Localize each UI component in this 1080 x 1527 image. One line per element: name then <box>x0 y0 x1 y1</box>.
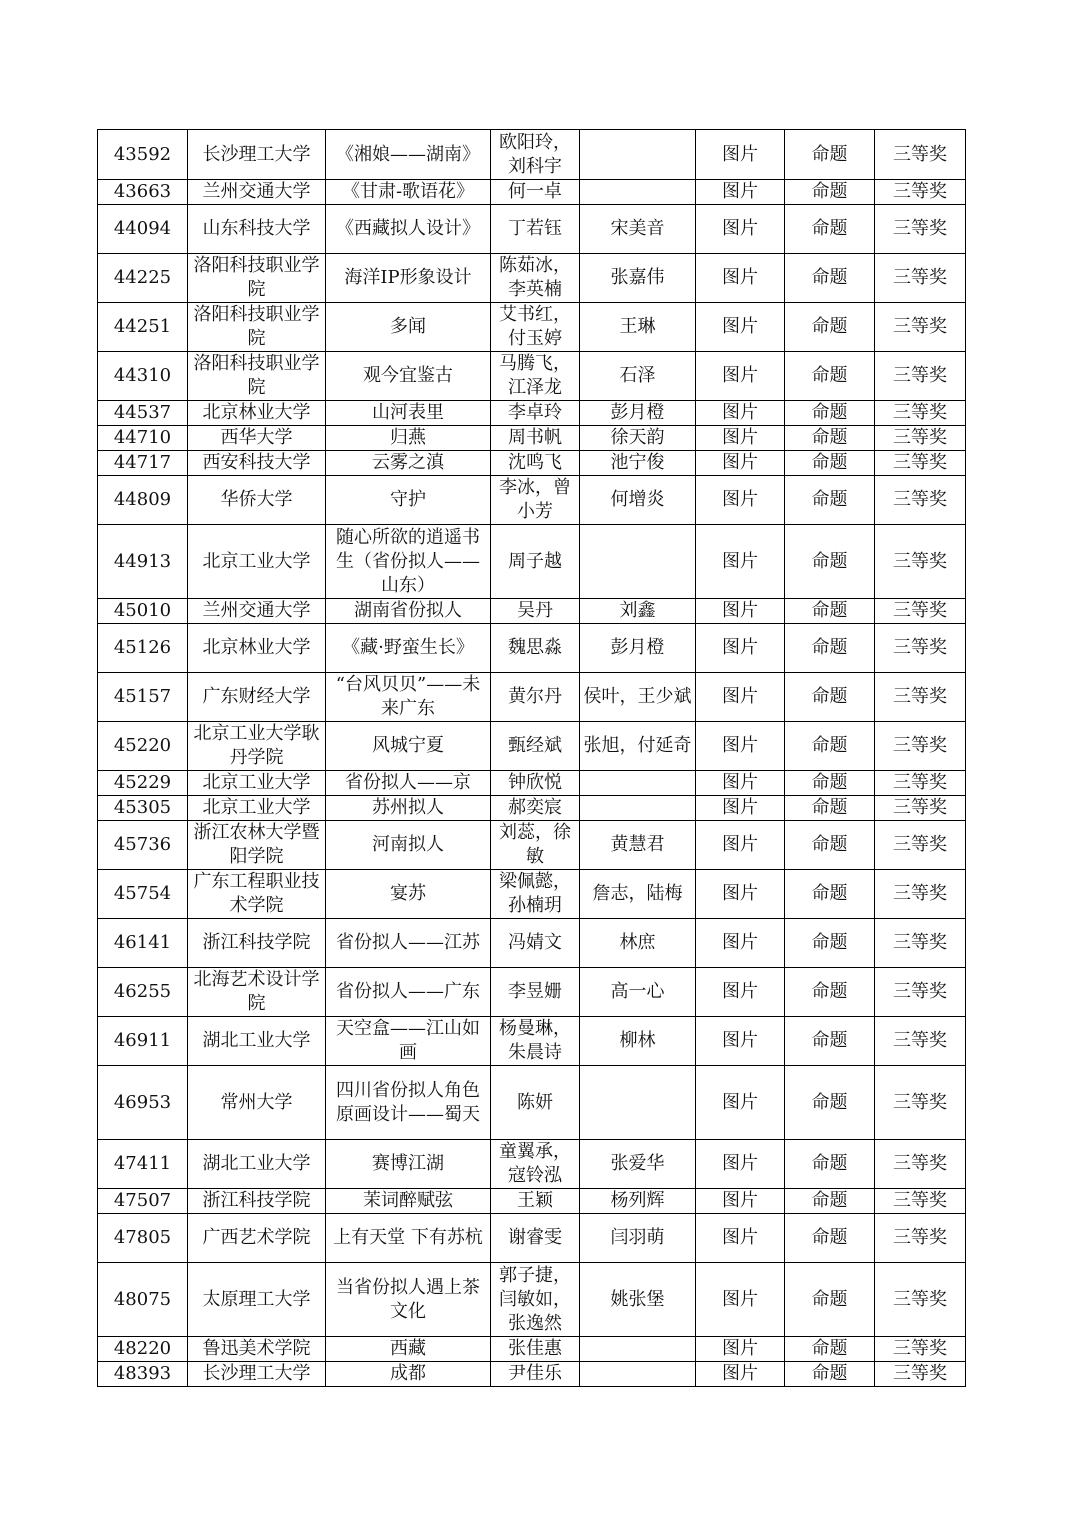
cell-type: 图片 <box>696 303 785 352</box>
cell-school: 湖北工业大学 <box>188 1140 326 1189</box>
table-row <box>98 451 966 476</box>
cell-type: 图片 <box>696 426 785 451</box>
cell-category: 命题 <box>785 821 875 870</box>
cell-title: 茉词醉赋弦 <box>326 1189 491 1214</box>
cell-title: 《西藏拟人设计》 <box>326 205 491 254</box>
table-row <box>98 968 966 1017</box>
table-row <box>98 673 966 722</box>
cell-award: 三等奖 <box>875 352 966 401</box>
cell-type: 图片 <box>696 1017 785 1066</box>
cell-authors: 郭子捷，闫敏如，张逸然 <box>491 1263 580 1337</box>
cell-category: 命题 <box>785 599 875 624</box>
table-row <box>98 1066 966 1140</box>
cell-award: 三等奖 <box>875 968 966 1017</box>
awards-table <box>97 129 966 1387</box>
cell-authors: 黄尔丹 <box>491 673 580 722</box>
cell-type: 图片 <box>696 1140 785 1189</box>
cell-school: 浙江科技学院 <box>188 1189 326 1214</box>
table-row <box>98 796 966 821</box>
cell-award: 三等奖 <box>875 1362 966 1387</box>
cell-type: 图片 <box>696 796 785 821</box>
cell-id: 44094 <box>98 205 188 254</box>
table-row <box>98 525 966 599</box>
table-row <box>98 401 966 426</box>
cell-authors: 刘蕊，徐敏 <box>491 821 580 870</box>
table-row <box>98 1337 966 1362</box>
cell-advisor <box>580 796 696 821</box>
cell-advisor: 张嘉伟 <box>580 254 696 303</box>
cell-authors: 郝奕宸 <box>491 796 580 821</box>
cell-title: 风城宁夏 <box>326 722 491 771</box>
cell-school: 鲁迅美术学院 <box>188 1337 326 1362</box>
cell-authors: 丁若钰 <box>491 205 580 254</box>
cell-title: 《甘肃-歌语花》 <box>326 180 491 205</box>
cell-school: 浙江农林大学暨阳学院 <box>188 821 326 870</box>
cell-category: 命题 <box>785 525 875 599</box>
cell-school: 湖北工业大学 <box>188 1017 326 1066</box>
cell-school: 常州大学 <box>188 1066 326 1140</box>
cell-advisor: 王琳 <box>580 303 696 352</box>
cell-type: 图片 <box>696 1362 785 1387</box>
cell-id: 48393 <box>98 1362 188 1387</box>
cell-title: 省份拟人——广东 <box>326 968 491 1017</box>
cell-title: 山河表里 <box>326 401 491 426</box>
cell-school: 洛阳科技职业学院 <box>188 254 326 303</box>
cell-school: 北海艺术设计学院 <box>188 968 326 1017</box>
cell-school: 长沙理工大学 <box>188 130 326 180</box>
cell-award: 三等奖 <box>875 870 966 919</box>
cell-id: 44225 <box>98 254 188 303</box>
cell-school: 浙江科技学院 <box>188 919 326 968</box>
cell-id: 48075 <box>98 1263 188 1337</box>
cell-category: 命题 <box>785 303 875 352</box>
cell-authors: 李昱姗 <box>491 968 580 1017</box>
cell-school: 广东财经大学 <box>188 673 326 722</box>
cell-title: 归燕 <box>326 426 491 451</box>
cell-id: 45754 <box>98 870 188 919</box>
cell-advisor: 池宁俊 <box>580 451 696 476</box>
cell-authors: 陈妍 <box>491 1066 580 1140</box>
cell-category: 命题 <box>785 476 875 525</box>
cell-category: 命题 <box>785 1140 875 1189</box>
cell-title: 上有天堂 下有苏杭 <box>326 1214 491 1263</box>
cell-school: 兰州交通大学 <box>188 180 326 205</box>
cell-type: 图片 <box>696 525 785 599</box>
cell-advisor: 柳林 <box>580 1017 696 1066</box>
table-row <box>98 303 966 352</box>
cell-school: 西安科技大学 <box>188 451 326 476</box>
cell-id: 47805 <box>98 1214 188 1263</box>
cell-award: 三等奖 <box>875 821 966 870</box>
cell-category: 命题 <box>785 870 875 919</box>
cell-type: 图片 <box>696 401 785 426</box>
cell-type: 图片 <box>696 1337 785 1362</box>
cell-id: 44913 <box>98 525 188 599</box>
cell-school: 西华大学 <box>188 426 326 451</box>
cell-type: 图片 <box>696 1066 785 1140</box>
cell-award: 三等奖 <box>875 180 966 205</box>
cell-award: 三等奖 <box>875 254 966 303</box>
cell-award: 三等奖 <box>875 303 966 352</box>
table-row <box>98 1263 966 1337</box>
cell-advisor: 侯叶，王少斌 <box>580 673 696 722</box>
cell-authors: 魏思淼 <box>491 624 580 673</box>
cell-category: 命题 <box>785 205 875 254</box>
cell-award: 三等奖 <box>875 1140 966 1189</box>
cell-school: 北京林业大学 <box>188 401 326 426</box>
cell-advisor: 石泽 <box>580 352 696 401</box>
cell-category: 命题 <box>785 1189 875 1214</box>
cell-type: 图片 <box>696 821 785 870</box>
cell-category: 命题 <box>785 796 875 821</box>
cell-category: 命题 <box>785 254 875 303</box>
cell-award: 三等奖 <box>875 722 966 771</box>
cell-advisor <box>580 771 696 796</box>
cell-id: 45220 <box>98 722 188 771</box>
cell-title: 省份拟人——江苏 <box>326 919 491 968</box>
cell-type: 图片 <box>696 1189 785 1214</box>
table-row <box>98 722 966 771</box>
cell-award: 三等奖 <box>875 401 966 426</box>
cell-advisor: 姚张堡 <box>580 1263 696 1337</box>
cell-authors: 周子越 <box>491 525 580 599</box>
cell-id: 45736 <box>98 821 188 870</box>
cell-award: 三等奖 <box>875 1337 966 1362</box>
cell-school: 兰州交通大学 <box>188 599 326 624</box>
cell-advisor: 徐天韵 <box>580 426 696 451</box>
cell-type: 图片 <box>696 451 785 476</box>
cell-authors: 王颖 <box>491 1189 580 1214</box>
cell-type: 图片 <box>696 919 785 968</box>
cell-authors: 童翼承，寇铃泓 <box>491 1140 580 1189</box>
cell-title: 四川省份拟人角色原画设计——蜀天 <box>326 1066 491 1140</box>
cell-award: 三等奖 <box>875 451 966 476</box>
cell-type: 图片 <box>696 205 785 254</box>
cell-category: 命题 <box>785 771 875 796</box>
cell-id: 46953 <box>98 1066 188 1140</box>
cell-id: 45305 <box>98 796 188 821</box>
cell-award: 三等奖 <box>875 1263 966 1337</box>
cell-id: 46141 <box>98 919 188 968</box>
table-row <box>98 771 966 796</box>
cell-school: 北京工业大学 <box>188 525 326 599</box>
cell-advisor: 何增炎 <box>580 476 696 525</box>
cell-advisor: 高一心 <box>580 968 696 1017</box>
cell-advisor <box>580 525 696 599</box>
cell-authors: 马腾飞，江泽龙 <box>491 352 580 401</box>
cell-category: 命题 <box>785 968 875 1017</box>
cell-id: 44710 <box>98 426 188 451</box>
cell-authors: 冯婧文 <box>491 919 580 968</box>
cell-category: 命题 <box>785 1263 875 1337</box>
cell-school: 北京工业大学耿丹学院 <box>188 722 326 771</box>
cell-title: 河南拟人 <box>326 821 491 870</box>
cell-school: 广西艺术学院 <box>188 1214 326 1263</box>
cell-title: 多闻 <box>326 303 491 352</box>
cell-id: 43663 <box>98 180 188 205</box>
cell-authors: 吴丹 <box>491 599 580 624</box>
table-row <box>98 599 966 624</box>
cell-advisor: 刘鑫 <box>580 599 696 624</box>
cell-award: 三等奖 <box>875 771 966 796</box>
table-row <box>98 130 966 180</box>
cell-id: 46911 <box>98 1017 188 1066</box>
cell-authors: 张佳惠 <box>491 1337 580 1362</box>
cell-category: 命题 <box>785 352 875 401</box>
cell-award: 三等奖 <box>875 673 966 722</box>
cell-type: 图片 <box>696 1263 785 1337</box>
table-row <box>98 476 966 525</box>
cell-category: 命题 <box>785 401 875 426</box>
cell-authors: 谢睿雯 <box>491 1214 580 1263</box>
cell-id: 45126 <box>98 624 188 673</box>
cell-category: 命题 <box>785 624 875 673</box>
cell-advisor: 林庶 <box>580 919 696 968</box>
cell-title: 省份拟人——京 <box>326 771 491 796</box>
cell-award: 三等奖 <box>875 1214 966 1263</box>
cell-id: 48220 <box>98 1337 188 1362</box>
cell-title: 赛博江湖 <box>326 1140 491 1189</box>
table-row <box>98 870 966 919</box>
cell-authors: 何一卓 <box>491 180 580 205</box>
cell-title: 观今宜鉴古 <box>326 352 491 401</box>
cell-advisor <box>580 180 696 205</box>
cell-title: 宴苏 <box>326 870 491 919</box>
table-row <box>98 254 966 303</box>
cell-authors: 艾书红，付玉婷 <box>491 303 580 352</box>
cell-category: 命题 <box>785 673 875 722</box>
cell-type: 图片 <box>696 722 785 771</box>
table-row <box>98 180 966 205</box>
cell-title: 西藏 <box>326 1337 491 1362</box>
cell-advisor: 闫羽萌 <box>580 1214 696 1263</box>
cell-category: 命题 <box>785 1362 875 1387</box>
cell-school: 山东科技大学 <box>188 205 326 254</box>
cell-title: 守护 <box>326 476 491 525</box>
table-row <box>98 919 966 968</box>
cell-school: 北京林业大学 <box>188 624 326 673</box>
cell-type: 图片 <box>696 968 785 1017</box>
cell-title: 湖南省份拟人 <box>326 599 491 624</box>
cell-title: 海洋IP形象设计 <box>326 254 491 303</box>
cell-type: 图片 <box>696 1214 785 1263</box>
cell-category: 命题 <box>785 451 875 476</box>
table-row <box>98 1140 966 1189</box>
table-row <box>98 1362 966 1387</box>
cell-advisor <box>580 1362 696 1387</box>
table-row <box>98 821 966 870</box>
cell-id: 46255 <box>98 968 188 1017</box>
cell-type: 图片 <box>696 352 785 401</box>
cell-award: 三等奖 <box>875 525 966 599</box>
cell-authors: 沈鸣飞 <box>491 451 580 476</box>
cell-advisor: 詹志，陆梅 <box>580 870 696 919</box>
cell-award: 三等奖 <box>875 919 966 968</box>
table-row <box>98 426 966 451</box>
cell-award: 三等奖 <box>875 624 966 673</box>
table-row <box>98 205 966 254</box>
cell-advisor: 彭月橙 <box>580 401 696 426</box>
cell-title: 苏州拟人 <box>326 796 491 821</box>
cell-type: 图片 <box>696 870 785 919</box>
cell-school: 广东工程职业技术学院 <box>188 870 326 919</box>
cell-type: 图片 <box>696 254 785 303</box>
cell-advisor: 张旭，付延奇 <box>580 722 696 771</box>
cell-advisor <box>580 1337 696 1362</box>
cell-title: 随心所欲的逍遥书生（省份拟人——山东） <box>326 525 491 599</box>
table-row <box>98 624 966 673</box>
cell-type: 图片 <box>696 771 785 796</box>
cell-id: 44717 <box>98 451 188 476</box>
cell-advisor: 宋美音 <box>580 205 696 254</box>
cell-category: 命题 <box>785 1017 875 1066</box>
cell-award: 三等奖 <box>875 130 966 180</box>
cell-type: 图片 <box>696 476 785 525</box>
cell-category: 命题 <box>785 426 875 451</box>
cell-id: 44809 <box>98 476 188 525</box>
cell-id: 45157 <box>98 673 188 722</box>
cell-school: 北京工业大学 <box>188 796 326 821</box>
cell-authors: 梁佩懿，孙楠玥 <box>491 870 580 919</box>
cell-type: 图片 <box>696 599 785 624</box>
table-row <box>98 1214 966 1263</box>
cell-category: 命题 <box>785 180 875 205</box>
table-row <box>98 1017 966 1066</box>
cell-type: 图片 <box>696 624 785 673</box>
cell-category: 命题 <box>785 722 875 771</box>
cell-id: 44310 <box>98 352 188 401</box>
cell-school: 洛阳科技职业学院 <box>188 352 326 401</box>
cell-award: 三等奖 <box>875 476 966 525</box>
cell-authors: 周书帆 <box>491 426 580 451</box>
cell-authors: 欧阳玲，刘科宇 <box>491 130 580 180</box>
cell-award: 三等奖 <box>875 599 966 624</box>
cell-advisor <box>580 130 696 180</box>
cell-id: 47507 <box>98 1189 188 1214</box>
table-row <box>98 1189 966 1214</box>
cell-award: 三等奖 <box>875 205 966 254</box>
cell-award: 三等奖 <box>875 796 966 821</box>
cell-award: 三等奖 <box>875 426 966 451</box>
cell-authors: 李卓玲 <box>491 401 580 426</box>
cell-authors: 陈茹冰，李英楠 <box>491 254 580 303</box>
cell-school: 洛阳科技职业学院 <box>188 303 326 352</box>
cell-title: “台风贝贝”——未来广东 <box>326 673 491 722</box>
cell-id: 44251 <box>98 303 188 352</box>
cell-award: 三等奖 <box>875 1017 966 1066</box>
cell-category: 命题 <box>785 1214 875 1263</box>
cell-advisor: 张爱华 <box>580 1140 696 1189</box>
cell-type: 图片 <box>696 673 785 722</box>
cell-id: 43592 <box>98 130 188 180</box>
cell-advisor: 彭月橙 <box>580 624 696 673</box>
cell-advisor <box>580 1066 696 1140</box>
cell-id: 45010 <box>98 599 188 624</box>
cell-title: 当省份拟人遇上茶文化 <box>326 1263 491 1337</box>
cell-authors: 甄经斌 <box>491 722 580 771</box>
cell-title: 天空盒——江山如画 <box>326 1017 491 1066</box>
cell-school: 长沙理工大学 <box>188 1362 326 1387</box>
table-row <box>98 352 966 401</box>
cell-advisor: 杨列辉 <box>580 1189 696 1214</box>
cell-id: 44537 <box>98 401 188 426</box>
cell-award: 三等奖 <box>875 1189 966 1214</box>
cell-category: 命题 <box>785 130 875 180</box>
cell-title: 《藏·野蛮生长》 <box>326 624 491 673</box>
cell-category: 命题 <box>785 919 875 968</box>
cell-school: 太原理工大学 <box>188 1263 326 1337</box>
cell-category: 命题 <box>785 1066 875 1140</box>
cell-school: 北京工业大学 <box>188 771 326 796</box>
cell-id: 45229 <box>98 771 188 796</box>
cell-authors: 杨曼琳，朱晨诗 <box>491 1017 580 1066</box>
cell-type: 图片 <box>696 180 785 205</box>
cell-title: 《湘娘——湖南》 <box>326 130 491 180</box>
cell-school: 华侨大学 <box>188 476 326 525</box>
cell-type: 图片 <box>696 130 785 180</box>
cell-title: 云雾之滇 <box>326 451 491 476</box>
cell-authors: 钟欣悦 <box>491 771 580 796</box>
cell-title: 成都 <box>326 1362 491 1387</box>
cell-authors: 尹佳乐 <box>491 1362 580 1387</box>
cell-category: 命题 <box>785 1337 875 1362</box>
cell-award: 三等奖 <box>875 1066 966 1140</box>
cell-advisor: 黄慧君 <box>580 821 696 870</box>
cell-id: 47411 <box>98 1140 188 1189</box>
cell-authors: 李冰，曾小芳 <box>491 476 580 525</box>
